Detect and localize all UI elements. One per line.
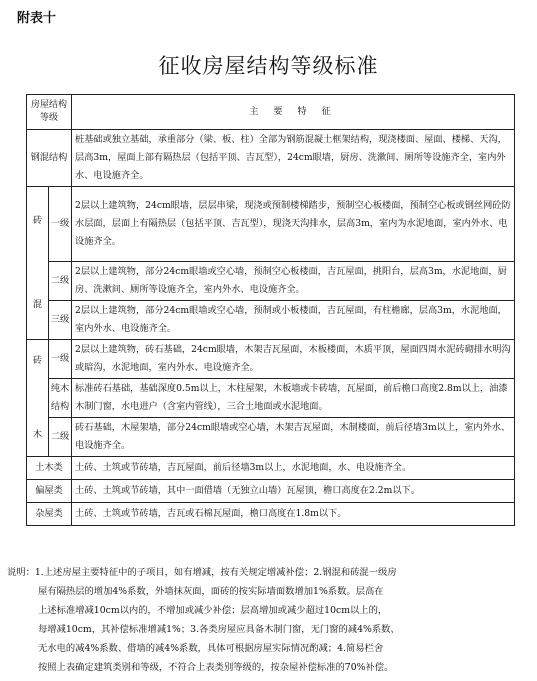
grade-brick-mixed-3: 三级 — [49, 301, 72, 340]
notes-block — [7, 563, 527, 677]
row-misc — [27, 503, 515, 526]
row-brick-mixed-g3 — [27, 301, 515, 340]
annex-label: 附表十 — [17, 11, 57, 26]
note-line: 每增减10cm，其补偿标准增减1%；3.各类房屋应具备木制门窗，无门窗的减4%系数、 — [38, 624, 400, 635]
category-steel: 钢混结构 — [27, 130, 72, 187]
row-earth-wood — [27, 457, 515, 480]
row-brick-wood-g1 — [27, 340, 515, 379]
features-earth-wood: 土砖、土筑或节砖墙，吉瓦屋面，前后径墙3m以上，水泥地面，水、电设施齐全。 — [72, 457, 515, 480]
features-brick-mixed-2: 2层以上建筑物，部分24cm眼墙或空心墙，预制空心板楼面，吉瓦屋面，挑阳台，层高3m，水泥地面，厨房、洗漱间、厕所等设施齐全，室内外水、电设施齐全。 — [72, 262, 515, 301]
grade-brick-mixed-1: 一级 — [49, 187, 72, 262]
row-brick-wood-g2 — [27, 418, 515, 457]
grade-brick-wood-1: 一级 — [49, 340, 72, 379]
category-lean-to: 偏屋类 — [27, 480, 72, 503]
grade-pure-wood: 纯木结构 — [49, 379, 72, 418]
features-brick-wood-2: 砖石基础，木屋架墙，部分24cm眼墙或空心墙，木架吉瓦屋面，木制楼面，前后径墙3m以上，室内外水、电设施齐全。 — [72, 418, 515, 457]
features-pure-wood: 标准砖石基础，基础深度0.5m以上，木柱屋架，木板墙或卡砖墙，瓦屋面，前后檐口高度2.8m以上，油漆木制门窗，水电进户（含室内管线），三合土地面或水泥地面。 — [72, 379, 515, 418]
features-misc: 土砖、土筑或节砖墙，吉瓦或石棉瓦屋面，檐口高度在1.8m以下。 — [72, 503, 515, 526]
table-header-row — [27, 95, 515, 130]
grade-brick-mixed-2: 二级 — [49, 262, 72, 301]
category-misc: 杂屋类 — [27, 503, 72, 526]
note-line: 上述标准增减10cm以内的，不增加或减少补偿；层高增加或减少超过10cm以上的， — [38, 605, 388, 616]
note-line: 屋有隔热层的增加4%系数，外墙抹灰面，面砖的按实际墙面数增加1%系数。层高在 — [38, 586, 384, 597]
note-line: 说明：1.上述房屋主要特征中的子项目，如有增减，按有关规定增减补偿；2.钢混和砖混一级房 — [7, 567, 397, 578]
category-brick-wood: 砖 木 — [27, 340, 49, 457]
features-brick-mixed-1: 2层以上建筑物，24cm眼墙，层层串梁，现浇或预制楼梯踏步，预制空心板楼面，预制空心板或钢丝网砼防水层面，层面上有隔热层（包括平顶、吉瓦型），现浇天沟排水，层高3m，室内为水泥地面，室内外水、电设施齐全。 — [72, 187, 515, 262]
row-brick-mixed-g1 — [27, 187, 515, 262]
row-steel — [27, 130, 515, 187]
row-lean-to — [27, 480, 515, 503]
note-line: 按照上表确定建筑类别和等级，不符合上表类别等级的，按杂屋补偿标准的70%补偿。 — [38, 662, 394, 673]
category-earth-wood: 土木类 — [27, 457, 72, 480]
row-brick-wood-pure — [27, 379, 515, 418]
row-brick-mixed-g2 — [27, 262, 515, 301]
features-brick-wood-1: 2层以上建筑物，砖石基础，24cm眼墙，木架吉瓦屋面，木板楼面，木质平顶，屋面四周水泥砖砌排水明沟或暗沟，水泥地面，室内外水、电设施齐全。 — [72, 340, 515, 379]
features-lean-to: 土砖、土筑或节砖墙，其中一面借墙（无独立山墙）瓦屋顶，檐口高度在2.2m以下。 — [72, 480, 515, 503]
category-brick-mixed: 砖 混 — [27, 187, 49, 340]
header-features: 主 要 特 征 — [72, 95, 515, 130]
page-title: 征收房屋结构等级标准 — [158, 54, 379, 78]
grade-brick-wood-2: 二级 — [49, 418, 72, 457]
features-brick-mixed-3: 2层以上建筑物，部分24cm眼墙或空心墙，预制或小板楼面，吉瓦屋面，有柱檐廊，层高3m，水泥地面，室内外水、电设施齐全。 — [72, 301, 515, 340]
note-line: 无水电的减4%系数、借墙的减4%系数，具体可根据房屋实际情况酌减；4.简易栏舍 — [38, 643, 384, 654]
features-steel: 桩基础或独立基础，承重部分（梁、板、柱）全部为钢筋混凝土框架结构，现浇楼面、屋面、楼梯、天沟，层高3m，屋面上部有隔热层（包括平顶、吉瓦型），24cm眼墙，厨房、洗漱间、厕所等设施齐全，室内外水、电设施齐全。 — [72, 130, 515, 187]
header-category: 房屋结构等级 — [27, 95, 72, 130]
structure-grade-table — [26, 94, 515, 526]
